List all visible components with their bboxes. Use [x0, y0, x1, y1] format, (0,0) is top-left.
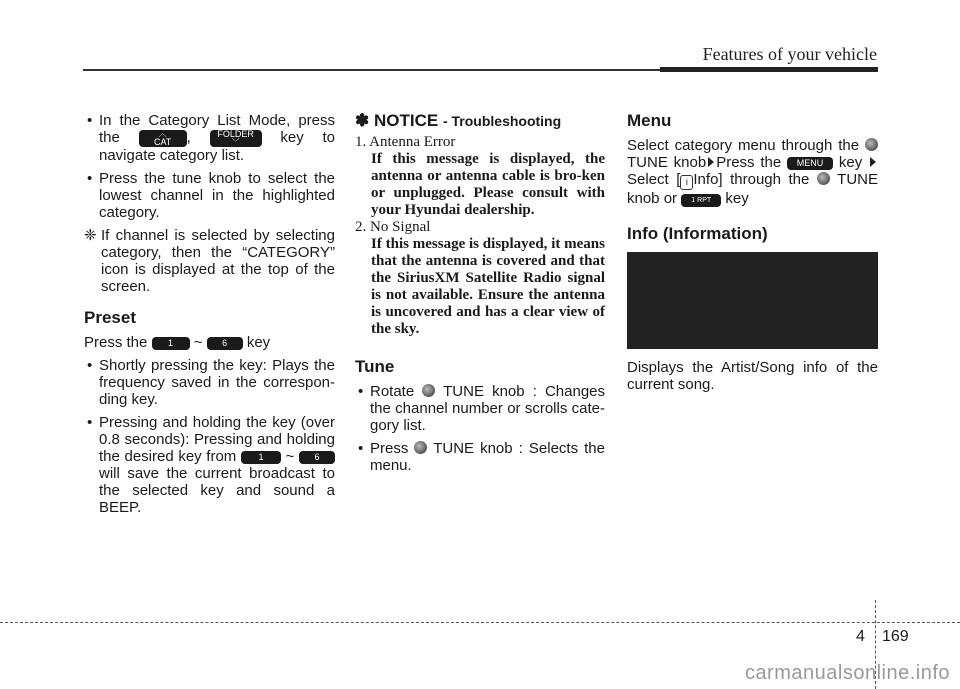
preset-heading: Preset [84, 308, 136, 327]
column-left [84, 112, 335, 522]
bullet-text: In the Category List Mode, press the [99, 112, 335, 146]
page-number: 169 [882, 628, 909, 645]
rpt-key-icon: 1 RPT [681, 194, 721, 207]
key-1-icon: 1 [152, 337, 190, 350]
info-description: Displays the Artist/Song info of the current song. [627, 359, 878, 393]
error-text: If this message is displayed, it means that the antenna is covered and that the SiriusXM Satellite Radio signal is not available. Ensure the antenna is uncovered and has a clear view of the sky. [371, 236, 605, 337]
bullet-short-press: • Shortly pressing the key: Plays the frequency saved in the correspon-ding key. [84, 357, 335, 408]
watermark: carmanualsonline.info [744, 662, 950, 684]
troubleshooting-list [355, 134, 605, 338]
bullet-hold-press: • Pressing and holding the key (over 0.8 seconds): Pressing and holding the desired key from 1 ~ 6 will save the current broadcast to the selected key and sound a BEEP. [84, 414, 335, 516]
key-6-icon: 6 [207, 337, 243, 350]
error-label: 1. Antenna Error [355, 134, 456, 150]
tune-knob-icon [422, 384, 435, 397]
column-middle [355, 112, 605, 480]
tune-knob-icon [865, 138, 878, 151]
info-screen-image [627, 252, 878, 349]
bullet-rotate-tune: • Rotate TUNE knob : Changes the channel number or scrolls cate-gory list. [355, 383, 605, 434]
tune-knob-icon [817, 172, 830, 185]
info-icon: i [680, 175, 693, 190]
footer-rule [0, 622, 960, 623]
bullet-tune-knob: • Press the tune knob to select the lowest channel in the highlighted category. [84, 170, 335, 221]
header-rule-accent [660, 67, 878, 72]
menu-heading: Menu [627, 111, 672, 130]
page-header-title: Features of your vehicle [702, 44, 877, 64]
preset-intro: Press the 1 ~ 6 key [84, 334, 271, 351]
column-right [627, 112, 878, 399]
folder-key-icon: FOLDER ﹀ [210, 130, 262, 147]
notice-title: ✽ NOTICE - Troubleshooting [355, 111, 562, 130]
menu-key-icon: MENU [787, 157, 833, 170]
bullet-press-tune: • Press TUNE knob : Selects the menu. [355, 440, 605, 474]
error-text: If this message is displayed, the antenna or antenna cable is bro-ken or unplugged. Please consult with your Hyundai dealership. [371, 151, 605, 218]
tune-knob-icon [414, 441, 427, 454]
note-channel-selected: ❈ If channel is selected by selecting category, then the “CATEGORY” icon is displayed at the top of the screen. [84, 227, 335, 295]
cat-key-icon: ︿ CAT [139, 130, 187, 147]
info-heading: Info (Information) [627, 224, 768, 243]
menu-description: Select category menu through the TUNE knob Press the MENU key Select [ i Info] through the TUNE knob or 1 RPT key [627, 137, 878, 207]
key-1-icon: 1 [241, 451, 281, 464]
arrow-right-icon [870, 157, 876, 167]
error-label: 2. No Signal [355, 219, 431, 235]
note-mark-icon: ❈ [84, 227, 97, 244]
bullet-category-list: • In the Category List Mode, press the ︿ CAT , FOLDER ﹀ key to navigate category list. [84, 112, 335, 164]
notice-mark-icon: ✽ [355, 111, 370, 130]
chapter-number: 4 [856, 628, 865, 645]
tune-heading: Tune [355, 357, 395, 376]
arrow-right-icon [708, 157, 714, 167]
bullet-text: key to navigate category list. [99, 129, 335, 164]
key-6-icon: 6 [299, 451, 335, 464]
